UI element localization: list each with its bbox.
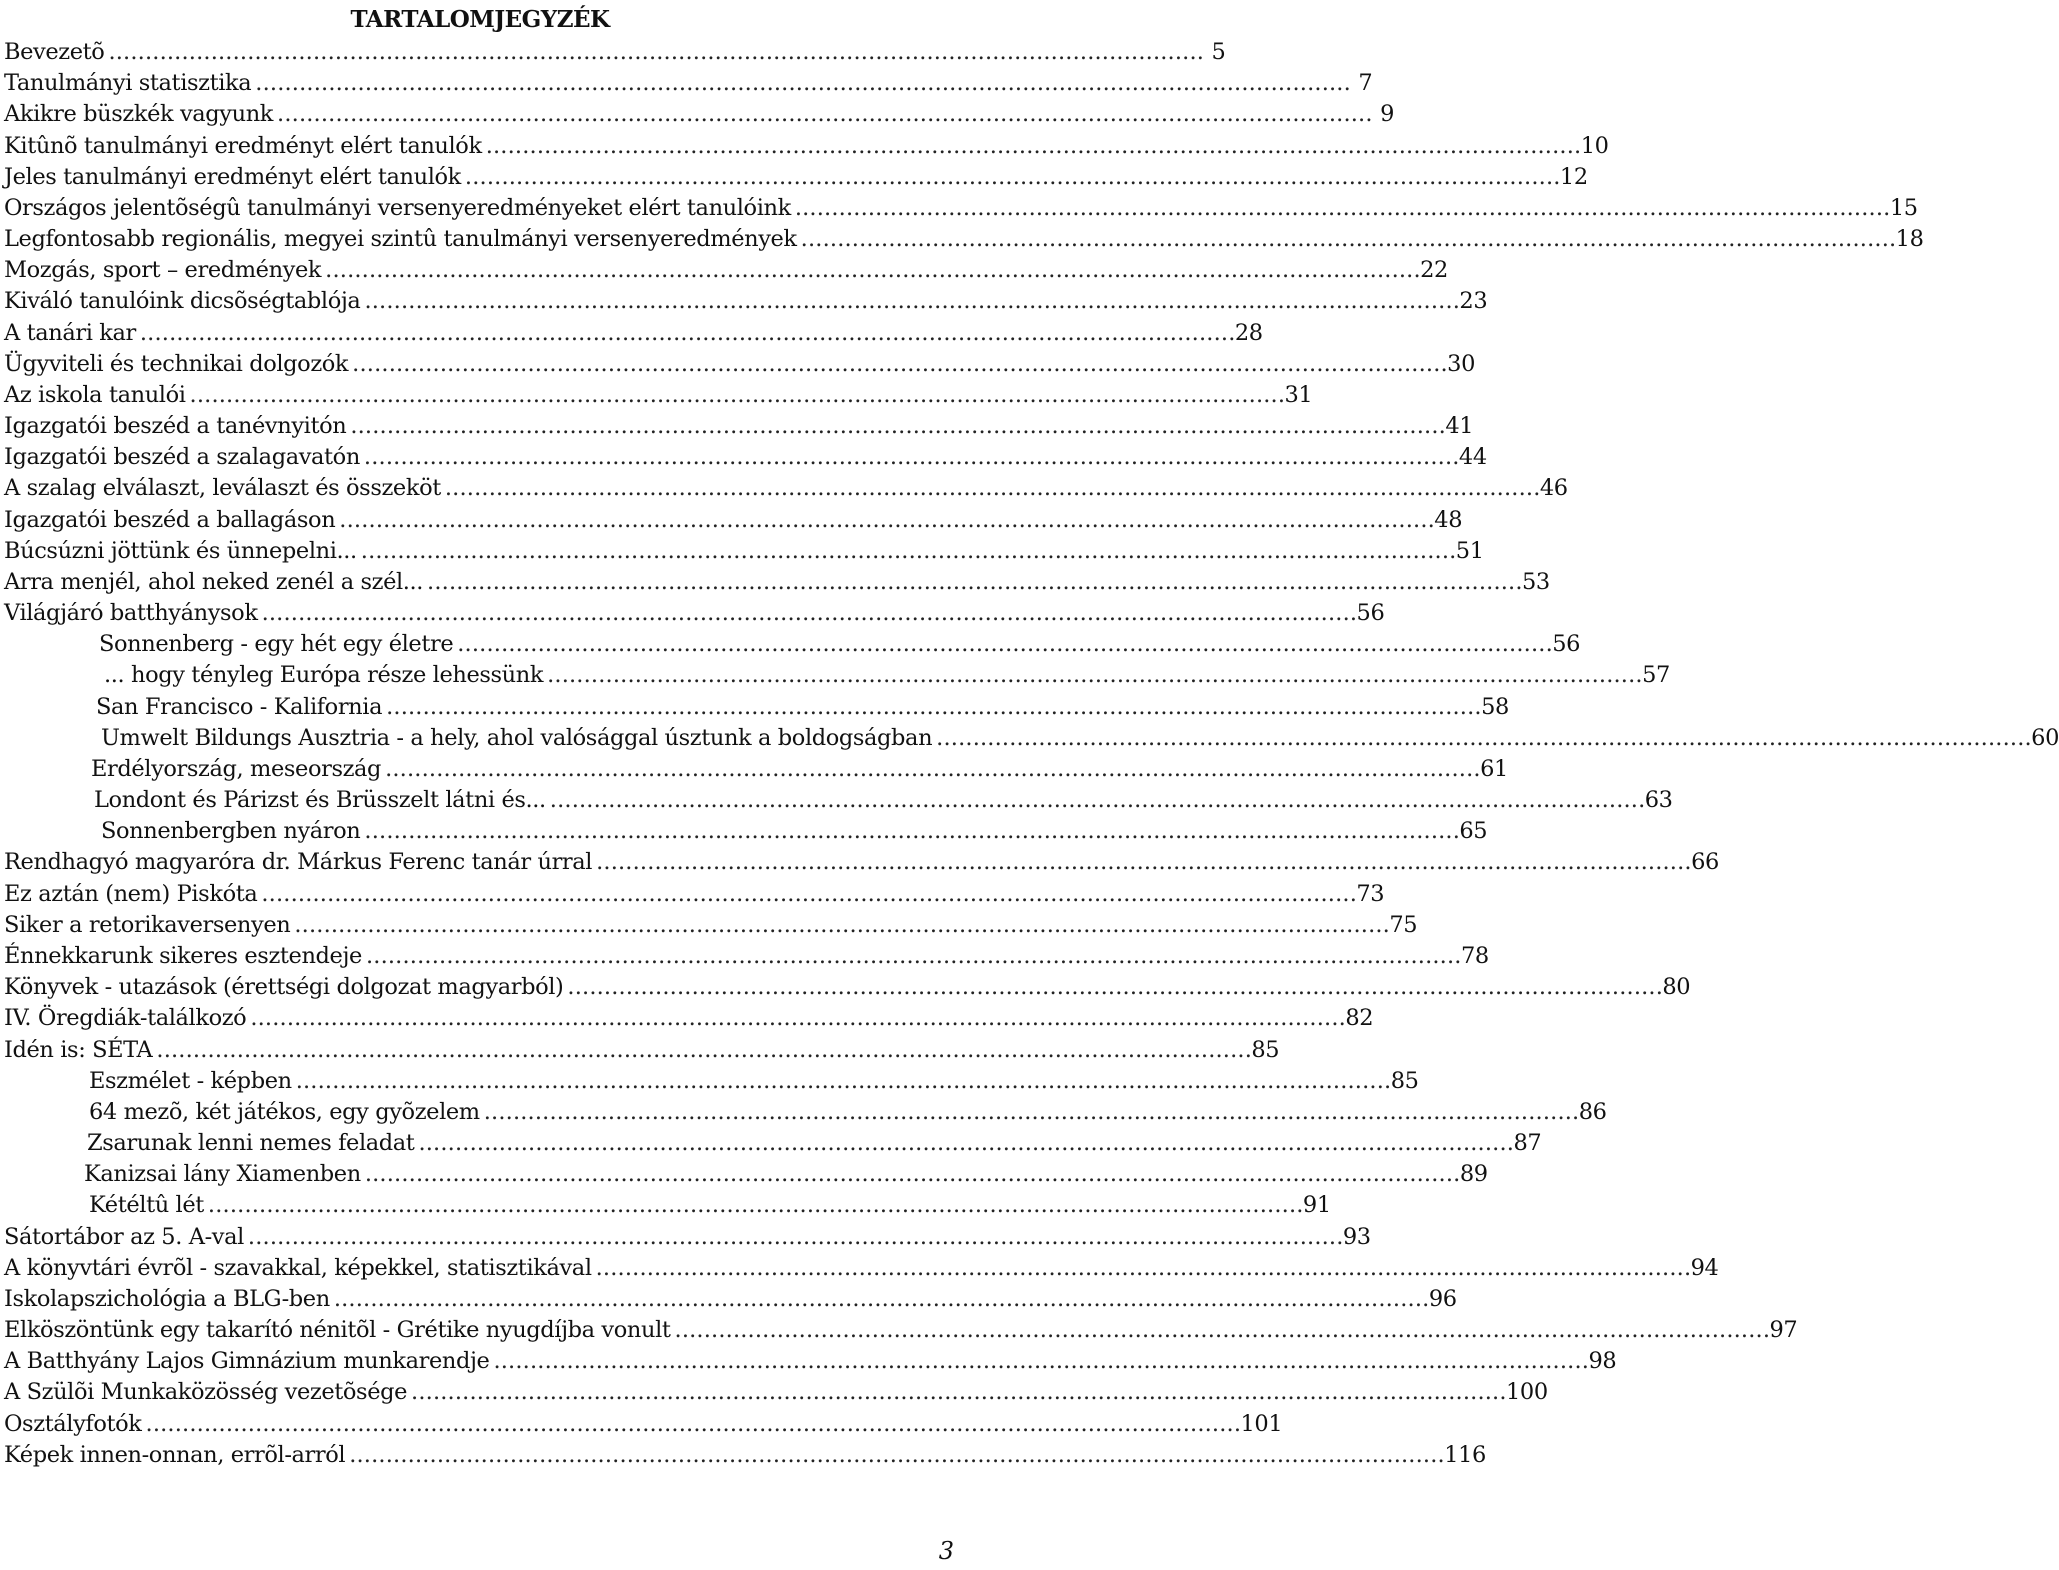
toc-entry-title: Sátortábor az 5. A-val — [4, 1223, 244, 1250]
toc-entry — [4, 692, 1509, 723]
toc-entry — [4, 972, 1691, 1003]
toc-entry-title: Igazgatói beszéd a szalagavatón — [4, 444, 360, 471]
toc-entry-title: Mozgás, sport – eredmények — [4, 257, 322, 284]
toc-entry — [4, 847, 1719, 878]
toc-dot-leader — [795, 193, 1887, 224]
toc-entry-page: 18 — [1895, 226, 1924, 253]
toc-entry-title: A szalag elválaszt, leválaszt és összeköt — [4, 475, 441, 502]
toc-entry-page: 12 — [1559, 163, 1588, 190]
toc-dot-leader — [350, 411, 1442, 442]
toc-dot-leader — [493, 1346, 1585, 1377]
toc-dot-leader — [250, 1003, 1342, 1034]
toc-entry-title: Búcsúzni jöttünk és ünnepelni... — [4, 537, 357, 564]
table-of-contents — [4, 37, 2059, 1471]
toc-dot-leader — [385, 754, 1477, 785]
toc-entry-title: San Francisco - Kalifornia — [96, 693, 383, 720]
toc-entry-page: 5 — [1211, 39, 1226, 65]
toc-dot-leader — [364, 442, 1456, 473]
toc-entry-title: Akikre büszkék vagyunk — [4, 101, 274, 128]
toc-entry — [4, 879, 1385, 910]
toc-entry — [4, 473, 1568, 504]
toc-entry — [4, 1284, 1457, 1315]
toc-entry — [4, 1222, 1371, 1253]
toc-entry — [4, 941, 1489, 972]
toc-entry-title: Igazgatói beszéd a tanévnyitón — [4, 413, 347, 440]
toc-dot-leader — [334, 1284, 1426, 1315]
toc-dot-leader — [484, 1097, 1576, 1128]
toc-dot-leader — [248, 1222, 1340, 1253]
toc-entry-page: 31 — [1284, 381, 1313, 408]
toc-entry-page: 10 — [1580, 132, 1609, 159]
toc-dot-leader — [801, 224, 1893, 255]
toc-entry — [4, 1409, 1283, 1440]
toc-entry-title: Sonnenbergben nyáron — [101, 818, 361, 845]
toc-entry-title: ... hogy tényleg Európa része lehessünk — [104, 662, 544, 689]
toc-entry-title: Zsarunak lenni nemes feladat — [87, 1130, 415, 1157]
toc-entry-page: 94 — [1690, 1254, 1719, 1281]
toc-dot-leader — [364, 286, 1456, 317]
toc-entry-page: 56 — [1552, 631, 1581, 658]
toc-dot-leader — [550, 785, 1642, 816]
toc-entry-page: 89 — [1459, 1161, 1488, 1188]
toc-entry-page: 28 — [1234, 319, 1263, 346]
toc-entry — [4, 255, 1448, 286]
toc-entry-title: Ügyviteli és technikai dolgozók — [4, 350, 349, 377]
toc-dot-leader — [547, 660, 1639, 691]
toc-entry-title: Kanizsai lány Xiamenben — [84, 1161, 361, 1188]
toc-entry — [4, 1190, 1331, 1221]
toc-entry-title: Kiváló tanulóink dicsõségtablója — [4, 288, 361, 315]
toc-entry-title: Siker a retorikaversenyen — [4, 911, 291, 938]
toc-dot-leader — [146, 1409, 1238, 1440]
toc-entry-page: 98 — [1588, 1348, 1617, 1375]
toc-entry-page: 61 — [1480, 755, 1508, 782]
toc-entry — [4, 1253, 1719, 1284]
toc-dot-leader — [365, 1159, 1457, 1190]
page-number: 3 — [938, 1537, 954, 1565]
toc-dot-leader — [261, 879, 1353, 910]
toc-entry — [4, 318, 1263, 349]
toc-entry — [4, 1346, 1617, 1377]
toc-entry-title: A könyvtári évrõl - szavakkal, képekkel, statisztikával — [4, 1254, 592, 1281]
toc-entry-page: 85 — [1251, 1036, 1280, 1063]
toc-entry — [4, 193, 1918, 224]
toc-entry — [4, 442, 1487, 473]
toc-entry-page: 86 — [1578, 1098, 1607, 1125]
toc-entry-title: Az iskola tanulói — [4, 381, 186, 408]
toc-entry-page: 66 — [1691, 849, 1719, 876]
toc-entry-page: 30 — [1447, 350, 1475, 377]
toc-entry — [4, 380, 1313, 411]
toc-dot-leader — [596, 847, 1688, 878]
toc-entry — [4, 68, 1373, 99]
toc-entry-page: 60 — [2031, 724, 2059, 751]
toc-dot-leader — [255, 68, 1347, 99]
toc-entry — [4, 162, 1588, 193]
toc-dot-leader — [294, 910, 1386, 941]
toc-entry-title: Elköszöntünk egy takarító nénitõl - Grétike nyugdíjba vonult — [4, 1317, 671, 1344]
page-title: TARTALOMJEGYZÉK — [350, 6, 610, 33]
toc-entry-page: 48 — [1434, 506, 1463, 533]
toc-entry-page: 82 — [1345, 1005, 1374, 1032]
toc-dot-leader — [364, 816, 1456, 847]
toc-entry — [4, 1066, 1419, 1097]
toc-entry-page: 15 — [1889, 194, 1918, 221]
toc-dot-leader — [140, 318, 1232, 349]
toc-entry-title: Ez aztán (nem) Piskóta — [4, 880, 258, 907]
toc-entry — [4, 910, 1418, 941]
toc-entry — [4, 629, 1581, 660]
toc-entry-title: 64 mezõ, két játékos, egy gyõzelem — [89, 1098, 480, 1125]
toc-dot-leader — [262, 598, 1354, 629]
toc-entry-page: 78 — [1460, 942, 1489, 969]
toc-entry-title: Világjáró batthyánysok — [4, 600, 258, 627]
toc-entry — [4, 598, 1385, 629]
toc-entry-title: Könyvek - utazások (érettségi dolgozat magyarból) — [4, 974, 564, 1001]
toc-dot-leader — [296, 1066, 1388, 1097]
toc-entry-page: 87 — [1513, 1130, 1542, 1157]
toc-entry — [4, 785, 1673, 816]
toc-entry-page: 63 — [1644, 787, 1673, 814]
toc-entry-title: Tanulmányi statisztika — [4, 70, 252, 97]
toc-dot-leader — [567, 972, 1659, 1003]
toc-dot-leader — [208, 1190, 1300, 1221]
toc-entry — [4, 1440, 1486, 1471]
toc-entry — [4, 816, 1488, 847]
toc-entry — [4, 1003, 1374, 1034]
toc-entry-page: 7 — [1358, 70, 1373, 97]
toc-dot-leader — [156, 1035, 1248, 1066]
toc-entry — [4, 1377, 1548, 1408]
toc-entry-page: 75 — [1389, 911, 1418, 938]
toc-dot-leader — [486, 131, 1578, 162]
toc-entry-page: 23 — [1459, 288, 1488, 315]
toc-entry — [4, 754, 1508, 785]
toc-entry-title: Londont és Párizst és Brüsszelt látni és... — [94, 787, 546, 814]
toc-entry-page: 65 — [1459, 818, 1488, 845]
toc-dot-leader — [325, 255, 1417, 286]
toc-entry — [4, 1315, 1798, 1346]
toc-dot-leader — [427, 567, 1519, 598]
toc-entry — [4, 505, 1463, 536]
toc-entry-title: Idén is: SÉTA — [4, 1036, 153, 1063]
toc-dot-leader — [596, 1253, 1688, 1284]
toc-dot-leader — [339, 505, 1431, 536]
toc-entry-title: Kitûnõ tanulmányi eredményt elért tanulók — [4, 132, 482, 159]
toc-dot-leader — [349, 1440, 1441, 1471]
toc-entry-page: 93 — [1342, 1223, 1371, 1250]
toc-entry-page: 100 — [1506, 1379, 1548, 1406]
toc-entry — [4, 224, 1924, 255]
toc-entry-page: 46 — [1539, 475, 1568, 502]
toc-dot-leader — [361, 536, 1453, 567]
toc-entry-page: 57 — [1642, 662, 1670, 689]
toc-entry-page: 22 — [1420, 257, 1448, 284]
toc-entry-title: Erdélyország, meseország — [91, 755, 382, 782]
toc-entry — [4, 349, 1475, 380]
toc-entry-title: Igazgatói beszéd a ballagáson — [4, 506, 336, 533]
toc-entry-page: 85 — [1390, 1067, 1419, 1094]
toc-dot-leader — [366, 941, 1458, 972]
toc-entry-title: Rendhagyó magyaróra dr. Márkus Ferenc tanár úrral — [4, 849, 593, 876]
toc-entry-page: 80 — [1662, 974, 1691, 1001]
toc-dot-leader — [411, 1377, 1503, 1408]
toc-entry-title: A tanári kar — [4, 319, 136, 346]
toc-entry-page: 58 — [1481, 693, 1509, 720]
toc-entry-title: Legfontosabb regionális, megyei szintû tanulmányi versenyeredmények — [4, 226, 797, 253]
toc-entry — [4, 1097, 1607, 1128]
toc-dot-leader — [457, 629, 1549, 660]
toc-entry — [4, 1128, 1542, 1159]
toc-entry-page: 73 — [1356, 880, 1385, 907]
toc-dot-leader — [418, 1128, 1510, 1159]
toc-entry-title: Jeles tanulmányi eredményt elért tanulók — [4, 163, 461, 190]
toc-dot-leader — [675, 1315, 1767, 1346]
toc-entry-page: 91 — [1302, 1192, 1331, 1219]
toc-entry — [4, 286, 1488, 317]
toc-dot-leader — [445, 473, 1537, 504]
toc-entry — [4, 411, 1474, 442]
toc-dot-leader — [386, 692, 1478, 723]
toc-entry-title: Umwelt Bildungs Ausztria - a hely, ahol valósággal úsztunk a boldogságban — [101, 724, 933, 751]
toc-dot-leader — [277, 99, 1369, 130]
toc-entry-title: Arra menjél, ahol neked zenél a szél... — [4, 568, 424, 595]
toc-entry-page: 51 — [1455, 537, 1484, 564]
toc-dot-leader — [465, 162, 1557, 193]
toc-entry-page: 116 — [1444, 1441, 1486, 1468]
toc-entry-title: Kétéltû lét — [89, 1192, 204, 1219]
toc-entry — [4, 723, 2059, 754]
toc-entry-title: Énnekkarunk sikeres esztendeje — [4, 942, 362, 969]
toc-dot-leader — [352, 349, 1444, 380]
toc-entry-title: Sonnenberg - egy hét egy életre — [99, 631, 454, 658]
toc-entry-page: 53 — [1522, 568, 1550, 595]
toc-entry — [4, 536, 1484, 567]
toc-entry-page: 9 — [1380, 101, 1395, 128]
toc-entry — [4, 131, 1609, 162]
toc-entry — [4, 1035, 1280, 1066]
toc-entry-title: Iskolapszichológia a BLG-ben — [4, 1285, 330, 1312]
toc-entry-page: 41 — [1445, 413, 1474, 440]
toc-entry-title: Képek innen-onnan, errõl-arról — [4, 1441, 346, 1468]
toc-dot-leader — [108, 37, 1200, 68]
toc-entry — [4, 567, 1550, 598]
toc-entry-page: 101 — [1240, 1410, 1283, 1437]
toc-entry-title: IV. Öregdiák-találkozó — [4, 1005, 247, 1032]
toc-entry-title: Bevezetõ — [4, 39, 105, 65]
toc-entry — [4, 37, 1226, 68]
toc-entry-title: Osztályfotók — [4, 1410, 142, 1437]
toc-entry-title: A Szülõi Munkaközösség vezetõsége — [4, 1379, 408, 1406]
toc-entry-title: A Batthyány Lajos Gimnázium munkarendje — [4, 1348, 490, 1375]
toc-entry-page: 96 — [1428, 1285, 1457, 1312]
toc-entry-page: 97 — [1769, 1317, 1798, 1344]
toc-entry-title: Országos jelentõségû tanulmányi versenyeredményeket elért tanulóink — [4, 194, 791, 221]
toc-entry-title: Eszmélet - képben — [89, 1067, 292, 1094]
toc-dot-leader — [936, 723, 2028, 754]
toc-entry-page: 44 — [1458, 444, 1487, 471]
toc-entry-page: 56 — [1356, 600, 1385, 627]
toc-dot-leader — [190, 380, 1282, 411]
toc-entry — [4, 660, 1670, 691]
toc-entry — [4, 1159, 1488, 1190]
toc-entry — [4, 99, 1395, 130]
